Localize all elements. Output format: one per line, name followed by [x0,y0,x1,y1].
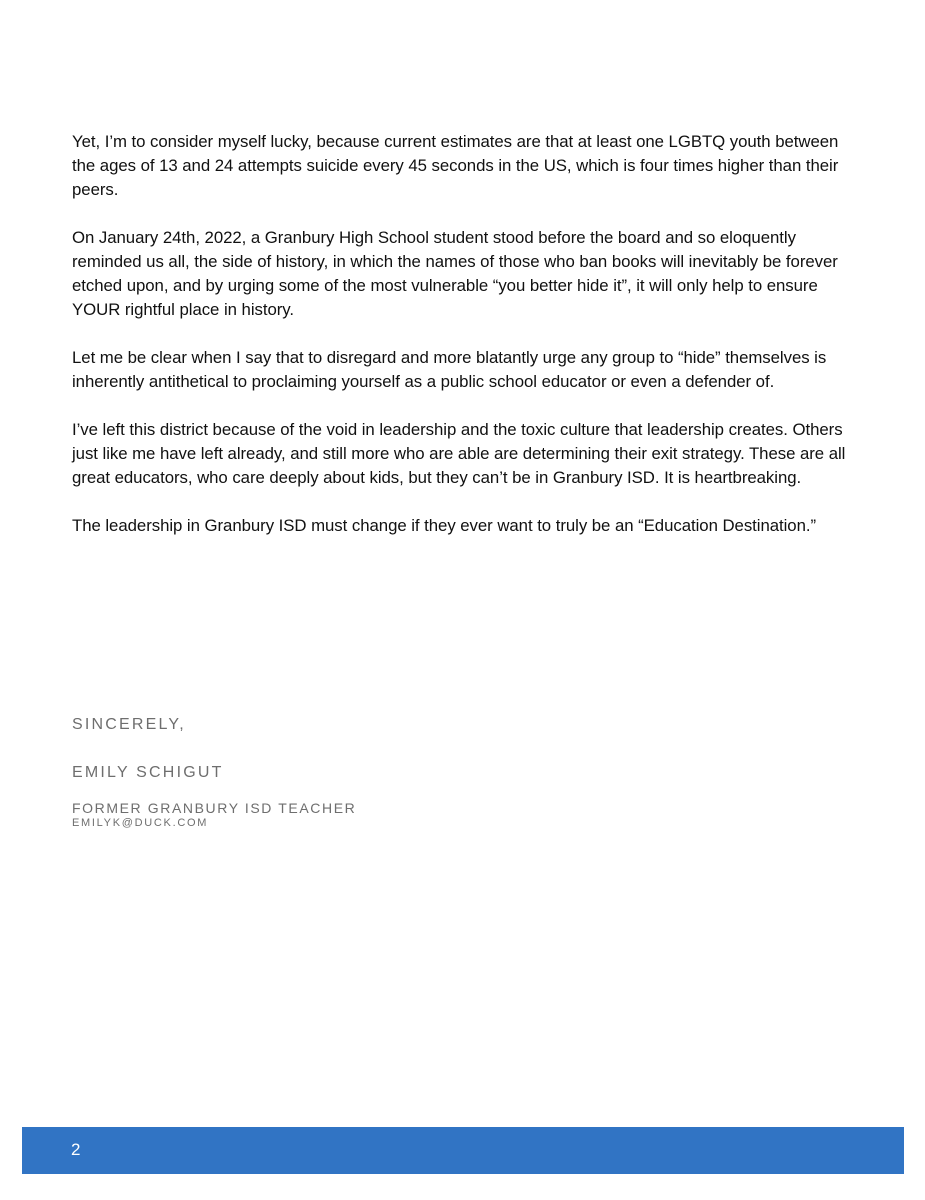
paragraph: Yet, I’m to consider myself lucky, because current estimates are that at least one LGBTQ youth between the ages of 13 and 24 attempts suicide every 45 seconds in the US, which is four times higher than their peers. [72,132,839,199]
signature-block [72,712,672,830]
signer-title: FORMER GRANBURY ISD TEACHER [72,800,357,816]
paragraph: I’ve left this district because of the void in leadership and the toxic culture that leadership creates. Others just like me have left already, and still more who are able are determining their exit strategy. These are all great educators, who care deeply about kids, but they can’t be in Granbury ISD. It is heartbreaking. [72,420,846,487]
letter-body [72,130,862,562]
signer-email: EMILYK@DUCK.COM [72,817,209,829]
footer-bar [22,1127,904,1174]
paragraph: Let me be clear when I say that to disregard and more blatantly urge any group to “hide” themselves is inherently antithetical to proclaiming yourself as a public school educator or even a defender of. [72,348,827,391]
closing-text: SINCERELY, [72,716,186,733]
signer-name: EMILY SCHIGUT [72,764,224,781]
paragraph: The leadership in Granbury ISD must change if they ever want to truly be an “Education Destination.” [72,516,817,535]
paragraph: On January 24th, 2022, a Granbury High School student stood before the board and so eloquently reminded us all, the side of history, in which the names of those who ban books will inevitably be forever etched upon, and by urging some of the most vulnerable “you better hide it”, it will only help to ensure YOUR rightful place in history. [72,228,838,319]
page-number: 2 [71,1140,81,1159]
